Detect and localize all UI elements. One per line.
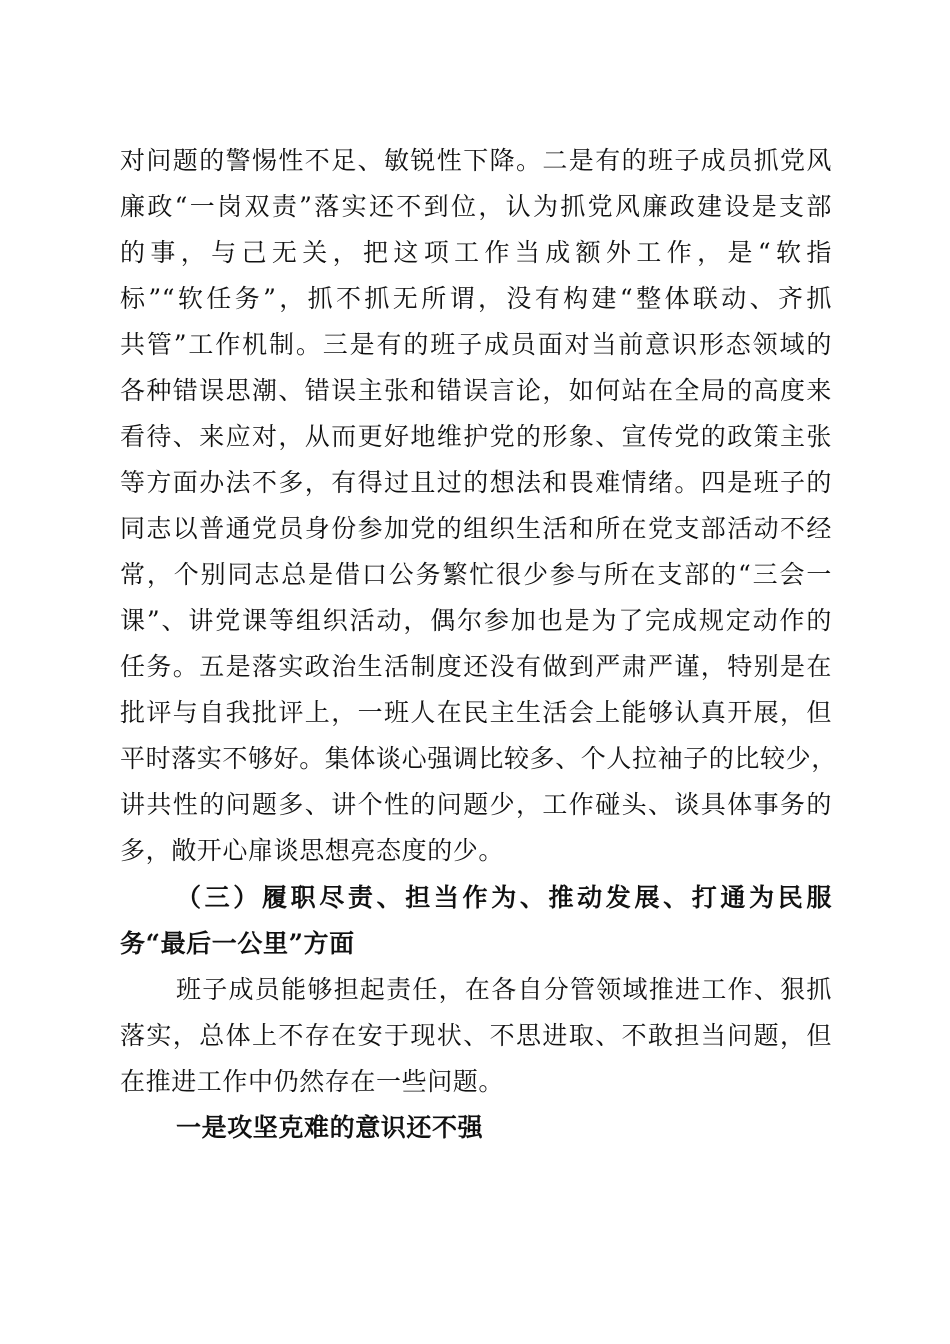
section-heading-3: [120, 875, 832, 967]
paragraph-line: 课”、讲党课等组织活动，偶尔参加也是为了完成规定动作的: [120, 606, 832, 635]
paragraph-line: 等方面办法不多，有得过且过的想法和畏难情绪。四是班子的: [120, 468, 832, 497]
document-body: [120, 138, 837, 1151]
paragraph-line: 平时落实不够好。集体谈心强调比较多、个人拉袖子的比较少，: [120, 744, 837, 773]
paragraph-line: 各种错误思潮、错误主张和错误言论，如何站在全局的高度来: [120, 376, 832, 405]
paragraph-line: 同志以普通党员身份参加党的组织生活和所在党支部活动不经: [120, 514, 832, 543]
paragraph-line: 廉政“一岗双责”落实还不到位，认为抓党风廉政建设是支部: [120, 192, 832, 221]
body-paragraph-1: [120, 138, 837, 874]
paragraph-line: 在推进工作中仍然存在一些问题。: [120, 1067, 505, 1096]
paragraph-line: 多，敞开心扉谈思想亮态度的少。: [120, 836, 505, 865]
paragraph-line: 批评与自我批评上，一班人在民主生活会上能够认真开展，但: [120, 698, 832, 727]
paragraph-line: 对问题的警惕性不足、敏锐性下降。二是有的班子成员抓党风: [120, 146, 832, 175]
subheading-1: 一是攻坚克难的意识还不强: [176, 1113, 484, 1142]
heading-line: 务“最后一公里”方面: [120, 929, 355, 958]
paragraph-line: 的事，与己无关，把这项工作当成额外工作，是“软指: [120, 238, 832, 267]
paragraph-line: 共管”工作机制。三是有的班子成员面对当前意识形态领域的: [120, 330, 832, 359]
paragraph-line: 讲共性的问题多、讲个性的问题少，工作碰头、谈具体事务的: [120, 790, 832, 819]
paragraph-line: 落实，总体上不存在安于现状、不思进取、不敢担当问题，但: [120, 1021, 832, 1050]
heading-line: （三）履职尽责、担当作为、推动发展、打通为民服: [176, 883, 832, 912]
paragraph-line: 班子成员能够担起责任，在各自分管领域推进工作、狠抓: [176, 975, 832, 1004]
paragraph-line: 常，个别同志总是借口公务繁忙很少参与所在支部的“三会一: [120, 560, 832, 589]
paragraph-line: 任务。五是落实政治生活制度还没有做到严肃严谨，特别是在: [120, 652, 832, 681]
body-paragraph-2: [120, 967, 832, 1105]
paragraph-line: 标”“软任务”，抓不抓无所谓，没有构建“整体联动、齐抓: [120, 284, 832, 313]
paragraph-line: 看待、来应对，从而更好地维护党的形象、宣传党的政策主张: [120, 422, 832, 451]
